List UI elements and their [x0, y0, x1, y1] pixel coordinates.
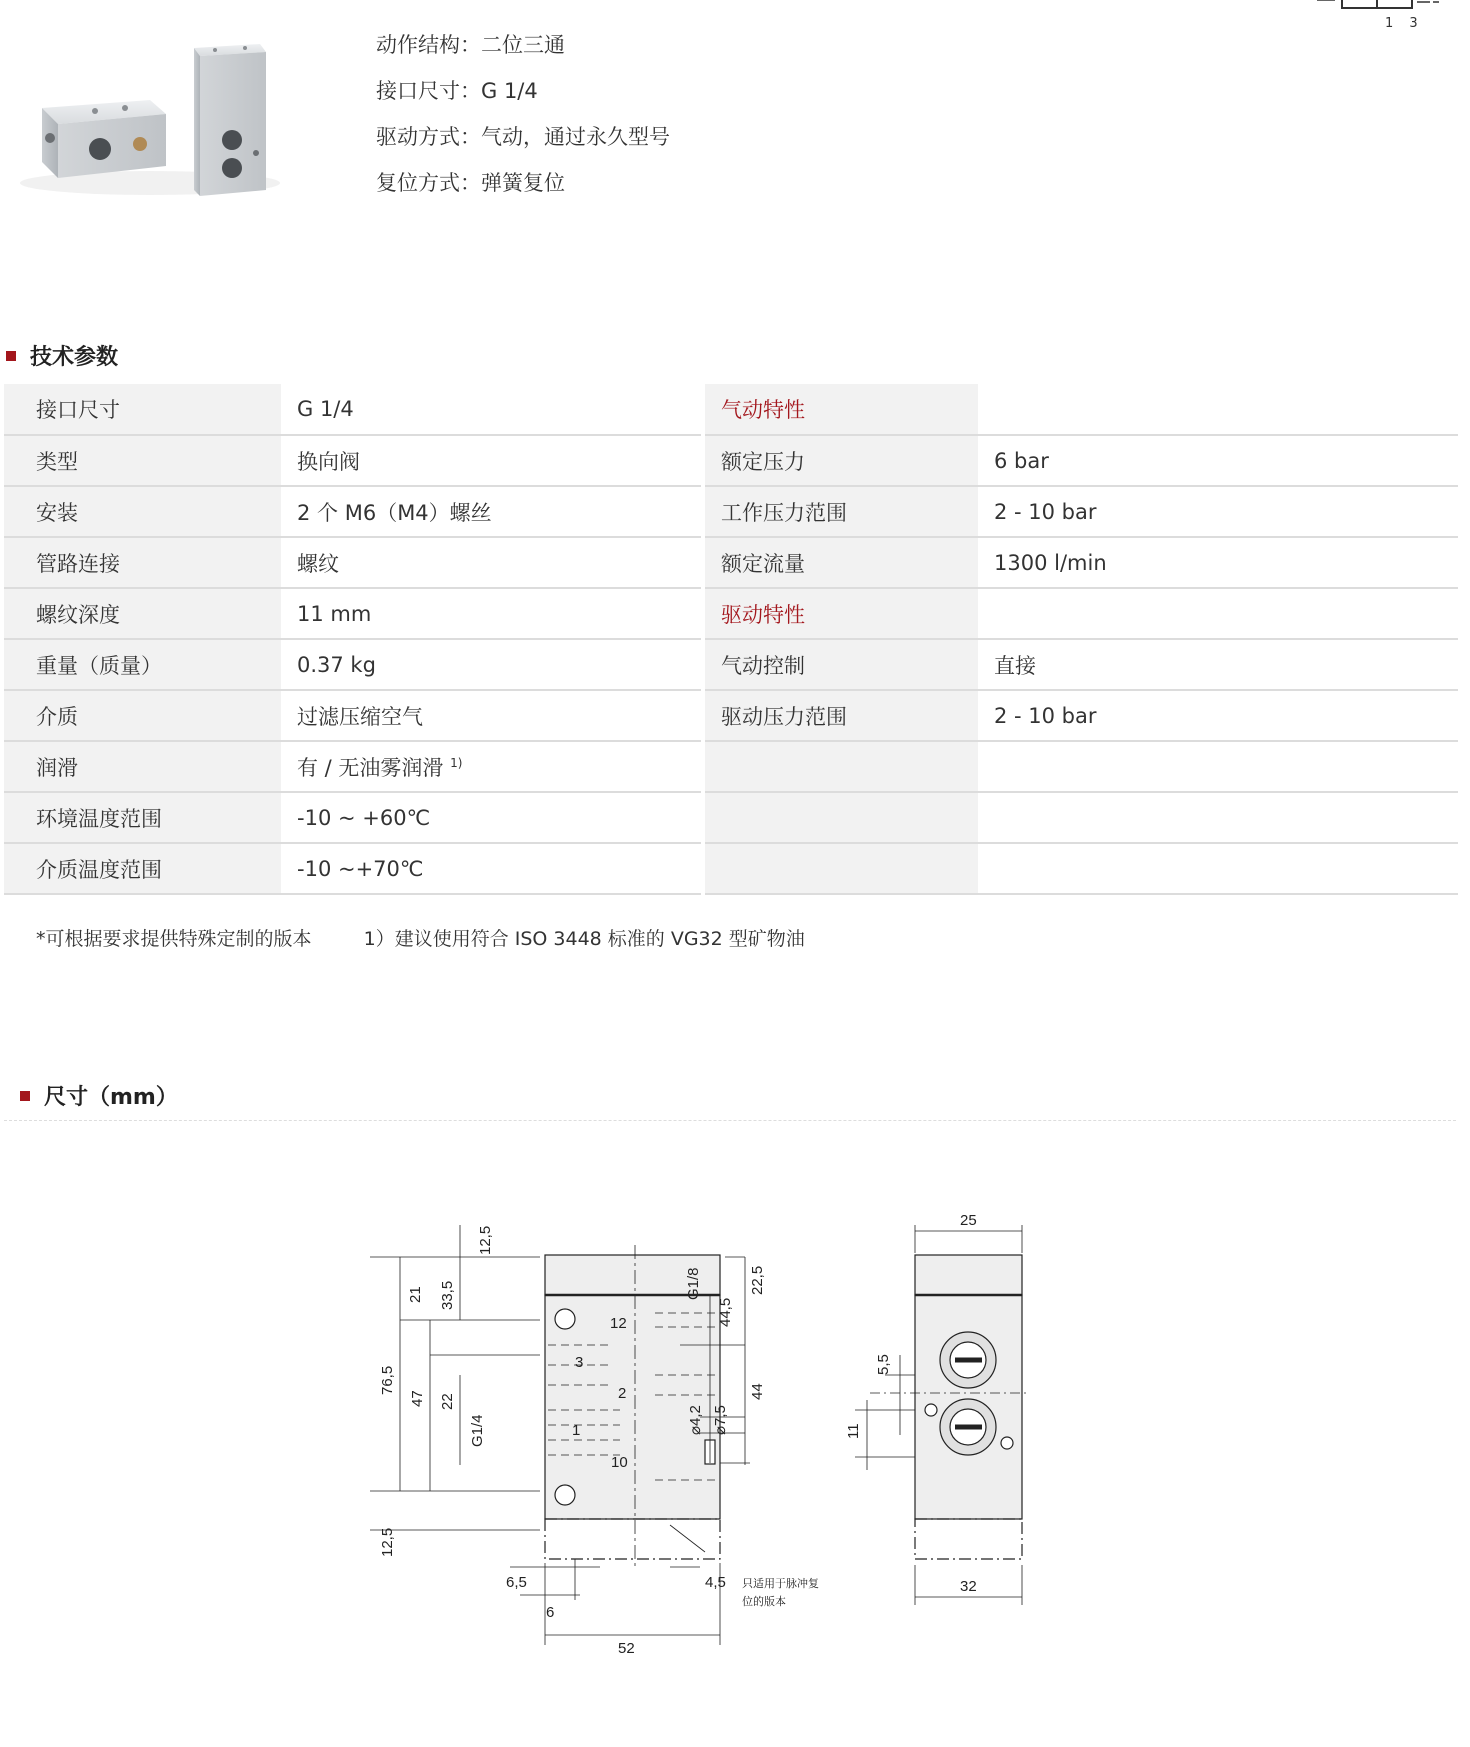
product-image — [0, 28, 290, 208]
param-label-text: 气动特性 — [721, 398, 805, 422]
param-value — [281, 486, 701, 537]
product-spec-list — [376, 22, 670, 206]
table-row — [4, 537, 1458, 588]
param-value — [281, 537, 701, 588]
param-label — [705, 639, 978, 690]
dim-6: 6 — [546, 1604, 555, 1621]
table-row — [4, 588, 1458, 639]
dim-12-5-bottom: 12,5 — [379, 1527, 396, 1557]
table-row — [4, 435, 1458, 486]
param-label-text: 额定流量 — [721, 551, 805, 576]
param-label — [705, 588, 978, 639]
dim-22: 22 — [439, 1393, 456, 1410]
param-label — [4, 588, 281, 639]
param-value-text: -10 ~+70℃ — [297, 856, 424, 881]
dim-section-header — [20, 1080, 178, 1111]
dim-76-5: 76,5 — [379, 1365, 396, 1395]
table-row — [4, 843, 1458, 894]
param-label — [705, 435, 978, 486]
dim-6-5: 6,5 — [506, 1574, 527, 1591]
param-value — [978, 639, 1458, 690]
dim-11: 11 — [845, 1423, 862, 1439]
valve-symbol — [1305, 0, 1470, 34]
param-label-text: 螺纹深度 — [36, 602, 120, 627]
port-10-label: 10 — [611, 1454, 628, 1471]
param-label-text: 介质 — [36, 704, 78, 729]
dim-5-5: 5,5 — [875, 1354, 892, 1375]
spec-reset-method: 复位方式：弹簧复位 — [376, 171, 565, 195]
dimension-drawing — [370, 1195, 1090, 1675]
dim-33-5: 33,5 — [439, 1280, 456, 1310]
dim-dia-7-5: ⌀7,5 — [712, 1405, 729, 1435]
param-value-text: 2 - 10 bar — [994, 499, 1097, 524]
symbol-port-labels: 1 3 — [1385, 16, 1424, 31]
tech-section-title: 技术参数 — [30, 345, 119, 370]
param-label — [4, 537, 281, 588]
param-value-text: 6 bar — [994, 448, 1049, 473]
table-row — [4, 690, 1458, 741]
param-value-text: 2 - 10 bar — [994, 703, 1097, 728]
param-value — [281, 792, 701, 843]
param-value — [281, 384, 701, 435]
param-label-text: 接口尺寸 — [36, 398, 120, 422]
port-2-label: 2 — [618, 1385, 627, 1402]
param-label-text: 管路连接 — [36, 551, 120, 576]
dim-25: 25 — [960, 1212, 977, 1229]
param-label — [4, 690, 281, 741]
param-value-text: -10 ~ +60℃ — [297, 805, 431, 830]
table-row — [4, 741, 1458, 792]
param-value-text: 2 个 M6（M4）螺丝 — [297, 500, 492, 525]
param-value — [281, 588, 701, 639]
section-marker-icon — [6, 351, 16, 361]
param-label-text: 驱动特性 — [721, 602, 805, 627]
param-value — [978, 588, 1458, 639]
tech-params-table — [4, 384, 1458, 895]
tech-section-header — [6, 340, 118, 371]
param-value — [978, 741, 1458, 792]
param-label — [705, 690, 978, 741]
port-3-label: 3 — [575, 1354, 584, 1371]
param-value — [978, 843, 1458, 894]
dim-12-5-top: 12,5 — [477, 1225, 494, 1255]
param-value-text: G 1/4 — [297, 397, 354, 421]
param-label — [705, 843, 978, 894]
dim-g1-4: G1/4 — [469, 1414, 486, 1447]
pulse-note-line1: 只适用于脉冲复 — [742, 1578, 819, 1590]
dim-44: 44 — [749, 1383, 766, 1400]
param-label-text: 气动控制 — [721, 653, 805, 678]
param-label — [705, 537, 978, 588]
table-row — [4, 639, 1458, 690]
param-value-text: 1300 l/min — [994, 550, 1107, 575]
port-1-label: 1 — [572, 1422, 581, 1439]
param-label-text: 润滑 — [36, 755, 78, 780]
spec-drive-method: 驱动方式：气动，通过永久型号 — [376, 125, 670, 149]
param-label — [4, 843, 281, 894]
param-label-text: 工作压力范围 — [721, 500, 847, 525]
table-row — [4, 486, 1458, 537]
param-value-text: 有 / 无油雾润滑 — [297, 755, 444, 780]
param-value — [281, 690, 701, 741]
section-marker-icon — [20, 1091, 30, 1101]
param-label — [4, 384, 281, 435]
param-value — [978, 435, 1458, 486]
param-value — [978, 537, 1458, 588]
param-label — [705, 792, 978, 843]
param-value-text: 直接 — [994, 653, 1036, 678]
param-label — [4, 486, 281, 537]
table-row — [4, 792, 1458, 843]
dim-4-5: 4,5 — [705, 1574, 726, 1591]
param-value — [281, 435, 701, 486]
dim-22-5: 22,5 — [749, 1265, 766, 1295]
param-label-text: 安装 — [36, 500, 78, 525]
footnote-mark: 1) — [450, 755, 463, 770]
table-row — [4, 384, 1458, 435]
dim-32: 32 — [960, 1578, 977, 1595]
pulse-note-line2: 位的版本 — [742, 1596, 786, 1608]
custom-version-note: *可根据要求提供特殊定制的版本 — [36, 928, 312, 950]
param-value — [978, 384, 1458, 435]
param-label — [4, 792, 281, 843]
port-12-label: 12 — [610, 1315, 627, 1332]
param-value-text: 过滤压缩空气 — [297, 704, 423, 729]
param-label — [705, 384, 978, 435]
param-value — [281, 741, 701, 792]
dim-section-title: 尺寸（mm） — [44, 1085, 178, 1110]
spec-port-size: 接口尺寸：G 1/4 — [376, 79, 538, 103]
param-value-text: 0.37 kg — [297, 652, 376, 677]
dim-21: 21 — [407, 1286, 424, 1303]
param-label-text: 重量（质量） — [36, 653, 162, 678]
spec-action-structure: 动作结构：二位三通 — [376, 33, 565, 57]
section-divider — [4, 1120, 1456, 1121]
param-value — [281, 843, 701, 894]
param-label — [4, 639, 281, 690]
param-value — [978, 792, 1458, 843]
param-value — [978, 690, 1458, 741]
param-value-text: 螺纹 — [297, 551, 339, 576]
param-label — [705, 741, 978, 792]
param-value — [978, 486, 1458, 537]
dim-dia-4-2: ⌀4,2 — [687, 1405, 704, 1435]
dim-44-5: 44,5 — [717, 1297, 734, 1327]
param-value-text: 11 mm — [297, 601, 372, 626]
param-label-text: 介质温度范围 — [36, 857, 162, 882]
oil-footnote: 1）建议使用符合 ISO 3448 标准的 VG32 型矿物油 — [363, 928, 805, 950]
param-label-text: 额定压力 — [721, 449, 805, 474]
param-label — [705, 486, 978, 537]
param-label-text: 环境温度范围 — [36, 806, 162, 831]
param-label — [4, 741, 281, 792]
param-label-text: 类型 — [36, 449, 78, 474]
param-value — [281, 639, 701, 690]
param-value-text: 换向阀 — [297, 449, 360, 474]
dim-g1-8: G1/8 — [685, 1267, 702, 1300]
dim-47: 47 — [409, 1390, 426, 1407]
param-label — [4, 435, 281, 486]
footnotes — [36, 924, 805, 951]
dim-52: 52 — [618, 1640, 635, 1657]
param-label-text: 驱动压力范围 — [721, 704, 847, 729]
